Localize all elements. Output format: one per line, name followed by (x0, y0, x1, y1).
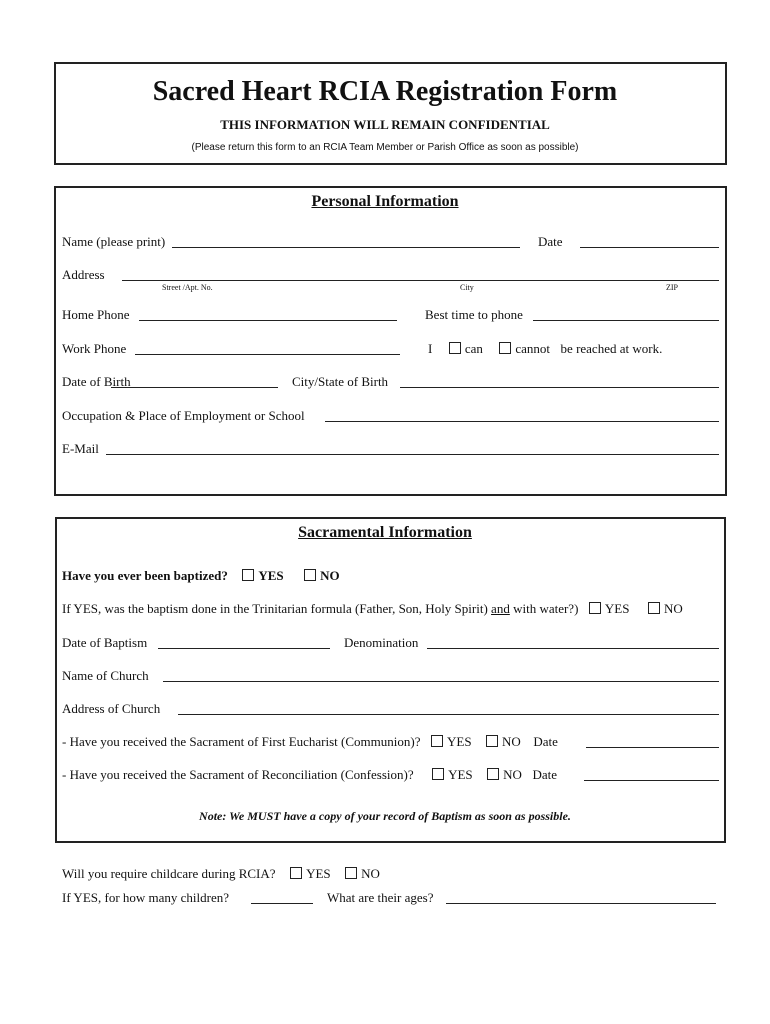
best-time-label: Best time to phone (425, 307, 523, 322)
eucharist-yes-label: YES (446, 734, 472, 749)
reconciliation-date-field[interactable] (584, 780, 719, 781)
sacramental-info-section (55, 517, 726, 843)
email-label: E-Mail (62, 441, 99, 456)
church-name-field[interactable] (163, 681, 719, 682)
eucharist-date-label: Date (533, 734, 558, 749)
street-hint: Street /Apt. No. (162, 283, 213, 292)
best-time-field[interactable] (533, 320, 719, 321)
confidential-notice: THIS INFORMATION WILL REMAIN CONFIDENTIAL (220, 117, 550, 132)
baptism-record-note: Note: We MUST have a copy of your record of Baptism as soon as possible. (199, 809, 571, 823)
childcare-question: Will you require childcare during RCIA? (62, 866, 276, 881)
denomination-field[interactable] (427, 648, 719, 649)
eucharist-row (62, 734, 558, 750)
eucharist-yes-checkbox[interactable] (431, 735, 443, 747)
eucharist-date-field[interactable] (586, 747, 719, 748)
city-hint: City (460, 283, 474, 292)
name-label: Name (please print) (62, 234, 166, 249)
church-address-label: Address of Church (62, 701, 161, 716)
address-label: Address (62, 267, 105, 282)
dob-label: Date of Birth (62, 374, 131, 389)
children-count-label: If YES, for how many children? (62, 890, 230, 905)
trinitarian-row (62, 601, 683, 617)
cannot-checkbox[interactable] (499, 342, 511, 354)
church-address-field[interactable] (178, 714, 719, 715)
baptized-yes-label: YES (258, 568, 284, 583)
date-label: Date (538, 234, 563, 249)
reconciliation-no-label: NO (503, 767, 522, 782)
can-checkbox[interactable] (449, 342, 461, 354)
return-instruction: (Please return this form to an RCIA Team Member or Parish Office as soon as possible) (191, 142, 579, 153)
cannot-label: cannot (515, 341, 551, 356)
eucharist-question: - Have you received the Sacrament of First Eucharist (Communion)? (62, 734, 421, 749)
children-ages-label: What are their ages? (327, 890, 434, 905)
birthplace-label: City/State of Birth (292, 374, 389, 389)
work-phone-label: Work Phone (62, 341, 127, 356)
reconciliation-yes-label: YES (448, 767, 473, 782)
reconciliation-date-label: Date (532, 767, 557, 782)
form-title: Sacred Heart RCIA Registration Form (152, 76, 618, 107)
date-field[interactable] (580, 247, 719, 248)
dob-field[interactable] (111, 387, 278, 388)
sacramental-info-heading: Sacramental Information (298, 524, 472, 541)
baptized-no-label: NO (320, 568, 340, 583)
reconciliation-row (62, 767, 557, 783)
occupation-label: Occupation & Place of Employment or School (62, 408, 305, 423)
reconciliation-question: - Have you received the Sacrament of Reconciliation (Confession)? (62, 767, 414, 782)
childcare-yes-label: YES (306, 866, 331, 881)
baptism-date-label: Date of Baptism (62, 635, 148, 650)
reach-at-work-row (428, 341, 662, 357)
reach-suffix: be reached at work. (560, 341, 663, 356)
reach-prefix: I (428, 341, 433, 356)
eucharist-no-checkbox[interactable] (486, 735, 498, 747)
work-phone-field[interactable] (135, 354, 400, 355)
trinitarian-and: and (491, 601, 510, 616)
can-label: can (464, 341, 483, 356)
denomination-label: Denomination (344, 635, 419, 650)
eucharist-no-label: NO (502, 734, 521, 749)
childcare-no-label: NO (361, 866, 380, 881)
childcare-row (62, 866, 380, 882)
children-count-field[interactable] (251, 903, 313, 904)
baptized-yes-checkbox[interactable] (242, 569, 254, 581)
reconciliation-yes-checkbox[interactable] (432, 768, 444, 780)
church-name-label: Name of Church (62, 668, 149, 683)
occupation-field[interactable] (325, 421, 719, 422)
email-field[interactable] (106, 454, 719, 455)
childcare-no-checkbox[interactable] (345, 867, 357, 879)
trinitarian-question-end: with water?) (513, 601, 579, 616)
name-field[interactable] (172, 247, 520, 248)
baptized-row (62, 568, 340, 584)
baptism-date-field[interactable] (158, 648, 330, 649)
trinitarian-yes-checkbox[interactable] (589, 602, 601, 614)
trinitarian-question: If YES, was the baptism done in the Trinitarian formula (Father, Son, Holy Spirit) (62, 601, 488, 616)
children-ages-field[interactable] (446, 903, 716, 904)
birthplace-field[interactable] (400, 387, 719, 388)
personal-info-heading: Personal Information (311, 193, 459, 210)
reconciliation-no-checkbox[interactable] (487, 768, 499, 780)
home-phone-field[interactable] (139, 320, 397, 321)
address-field[interactable] (122, 280, 719, 281)
trinitarian-no-checkbox[interactable] (648, 602, 660, 614)
baptized-question: Have you ever been baptized? (62, 568, 228, 583)
zip-hint: ZIP (666, 283, 678, 292)
baptized-no-checkbox[interactable] (304, 569, 316, 581)
trinitarian-yes-label: YES (604, 601, 630, 616)
childcare-yes-checkbox[interactable] (290, 867, 302, 879)
trinitarian-no-label: NO (663, 601, 683, 616)
home-phone-label: Home Phone (62, 307, 130, 322)
